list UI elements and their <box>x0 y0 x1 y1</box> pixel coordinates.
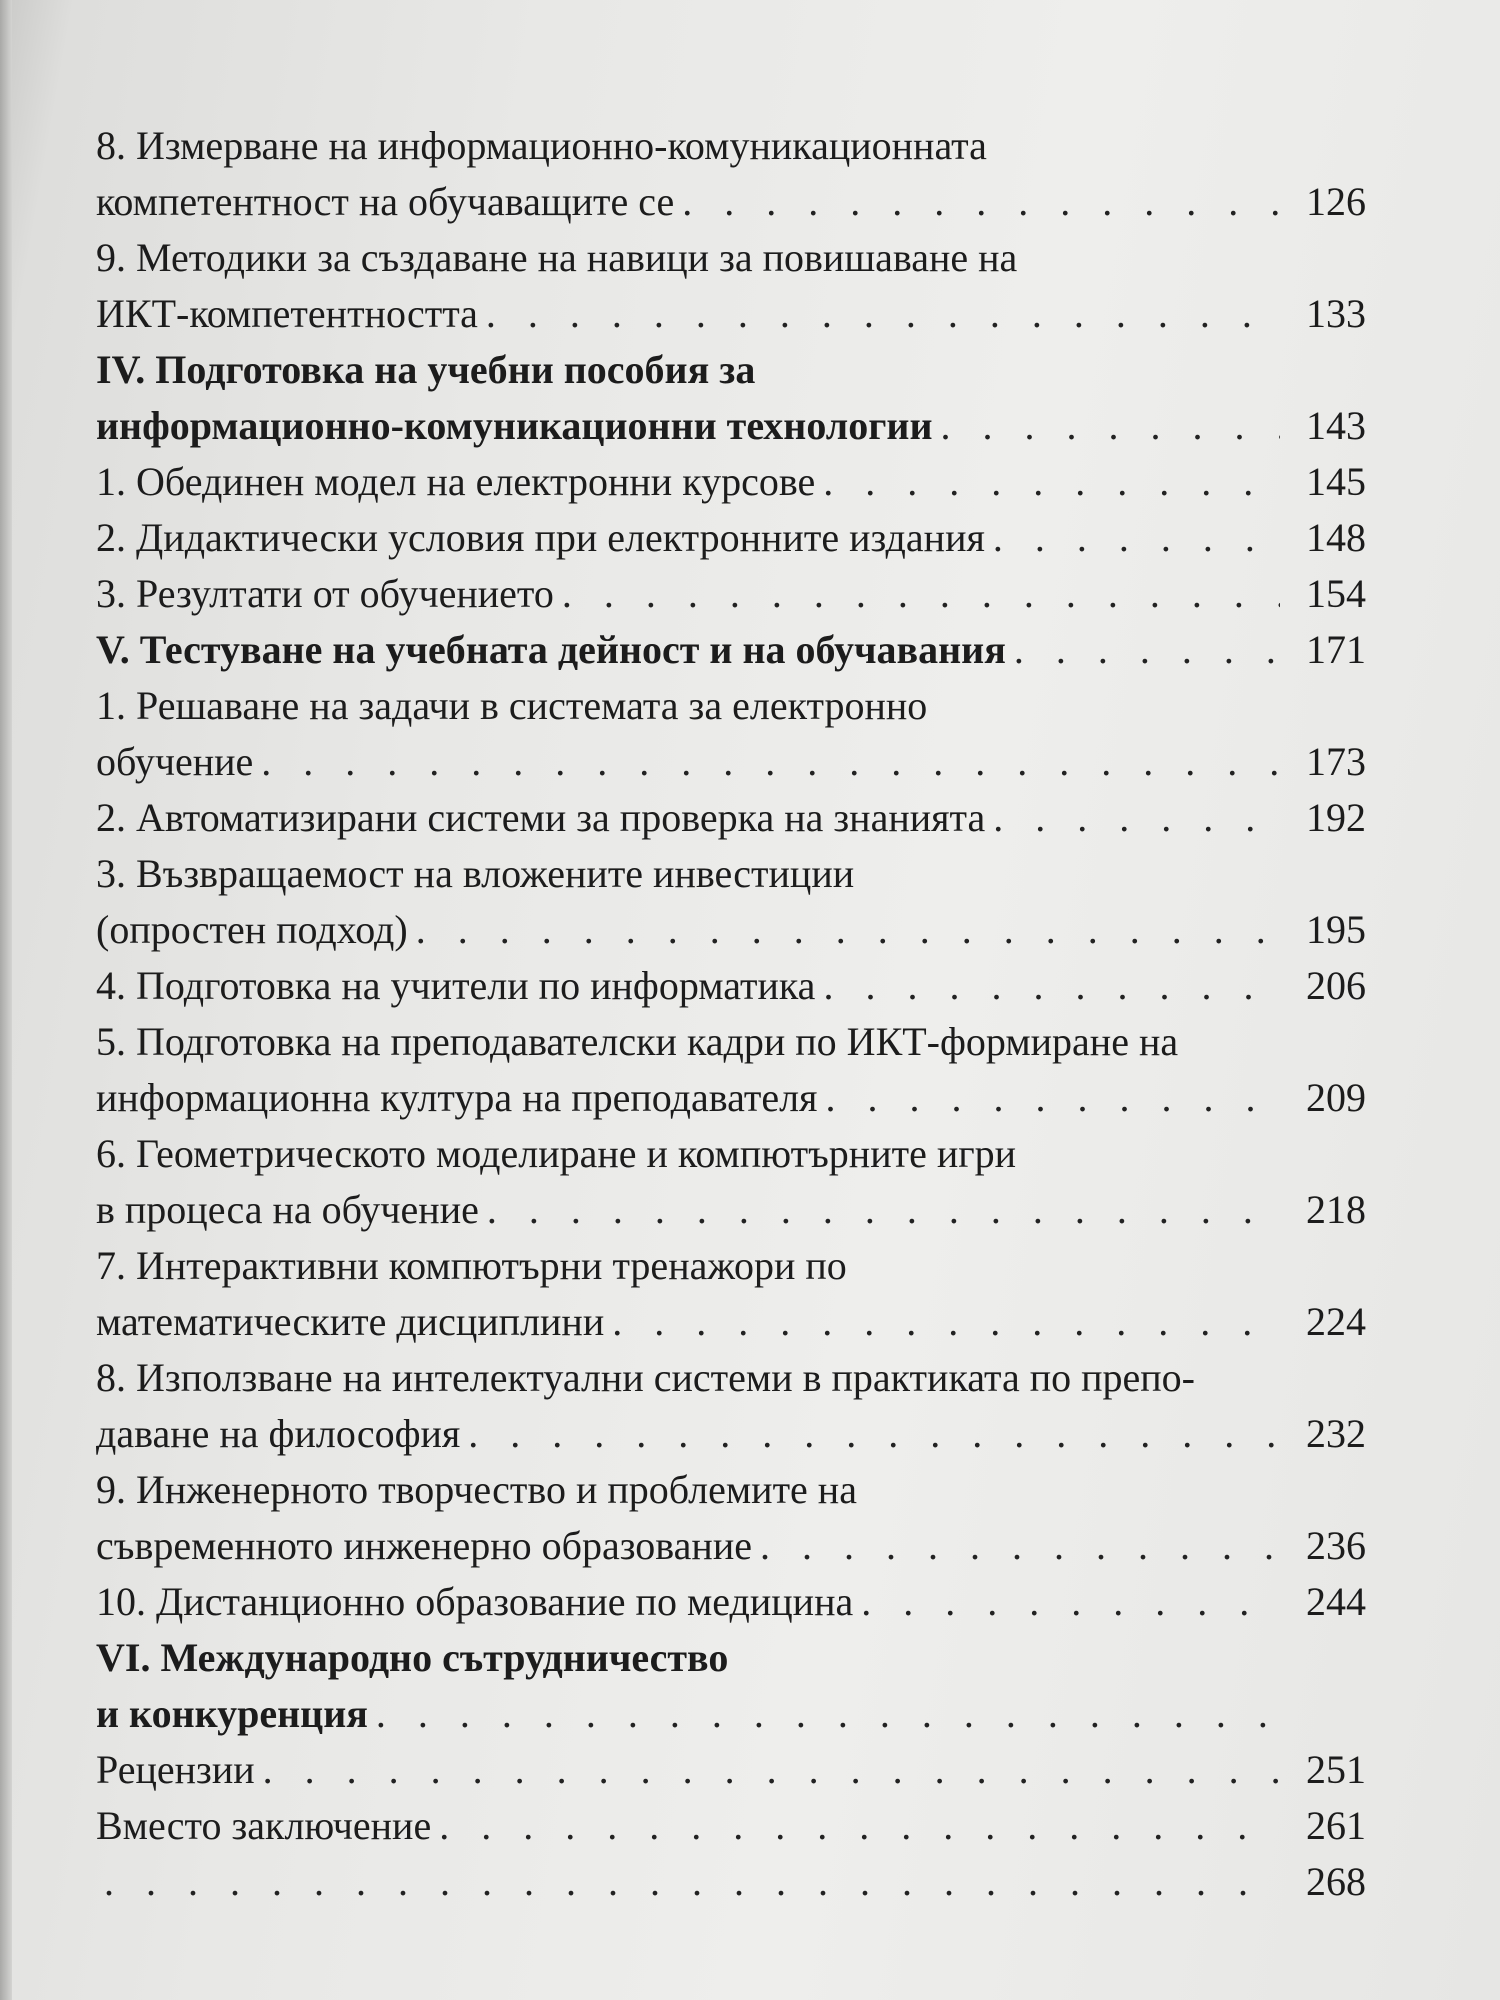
toc-entry <box>96 1574 1366 1630</box>
toc-entry-line <box>96 1574 1366 1630</box>
toc-entry-title: даване на философия <box>96 1411 461 1456</box>
toc-entry-title: 2. Автоматизирани системи за проверка на знанията <box>96 795 986 840</box>
toc-leader-dots <box>478 286 1280 342</box>
toc-entry-title: информационно-комуникационни технологии <box>96 403 933 448</box>
toc-entry <box>96 1014 1366 1126</box>
toc-page-number: 268 <box>1306 1859 1366 1904</box>
toc-entry-line <box>96 1182 1366 1238</box>
toc-page-number: 143 <box>1306 403 1366 448</box>
toc-entry-title: 8. Измерване на информационно-комуникационната <box>96 123 987 168</box>
toc-entry <box>96 958 1366 1014</box>
toc-entry-line <box>96 1630 1366 1686</box>
toc-entry-line <box>96 566 1366 622</box>
toc-leader-dots <box>604 1294 1280 1350</box>
toc-entry <box>96 454 1366 510</box>
toc-entry-line <box>96 958 1366 1014</box>
toc-entry-title: обучение <box>96 739 254 784</box>
toc-entry-title: компетентност на обучаващите се <box>96 179 675 224</box>
toc-entry <box>96 510 1366 566</box>
toc-entry-line <box>96 174 1366 230</box>
toc-entry <box>96 1630 1366 1742</box>
toc-entry-line <box>96 1014 1366 1070</box>
toc-entry-line <box>96 1462 1366 1518</box>
toc-entry <box>96 118 1366 230</box>
toc-entry-title: 2. Дидактически условия при електронните издания <box>96 515 985 560</box>
toc-entry-line <box>96 902 1366 958</box>
toc-leader-dots <box>932 398 1280 454</box>
toc-page-number: 236 <box>1306 1523 1366 1568</box>
toc-page-number: 218 <box>1306 1187 1366 1232</box>
toc-page-number: 261 <box>1306 1803 1366 1848</box>
toc-leader-dots <box>752 1518 1280 1574</box>
toc-entry <box>96 622 1366 678</box>
toc-entry <box>96 1126 1366 1238</box>
toc-entry-title: 5. Подготовка на преподавателски кадри по ИКТ-формиране на <box>96 1019 1179 1064</box>
toc-page-number: 171 <box>1306 627 1366 672</box>
toc-entry-title: съвременното инженерно образование <box>96 1523 752 1568</box>
toc-page-number: 192 <box>1306 795 1366 840</box>
toc-entry-line <box>96 1518 1366 1574</box>
toc-leader-dots <box>253 734 1280 790</box>
toc-page-number: 206 <box>1306 963 1366 1008</box>
toc-entry <box>96 1854 1366 1910</box>
toc-entry-title: математическите дисциплини <box>96 1299 605 1344</box>
toc-entry-title: и конкуренция <box>96 1691 368 1736</box>
toc-leader-dots <box>674 174 1280 230</box>
toc-page-number: 133 <box>1306 291 1366 336</box>
toc-entry <box>96 566 1366 622</box>
toc-page-number: 224 <box>1306 1299 1366 1344</box>
toc-leader-dots <box>431 1798 1280 1854</box>
toc-entry-line <box>96 1350 1366 1406</box>
toc-leader-dots <box>985 790 1280 846</box>
toc-entry-title: 1. Решаване на задачи в системата за електронно <box>96 683 928 728</box>
toc-page-number: 232 <box>1306 1411 1366 1456</box>
table-of-contents <box>96 118 1366 1910</box>
toc-leader-dots <box>460 1406 1280 1462</box>
toc-entry-line <box>96 454 1366 510</box>
toc-entry-title: 10. Дистанционно образование по медицина <box>96 1579 854 1624</box>
toc-entry-title: 9. Методики за създаване на навици за повишаване на <box>96 235 1018 280</box>
toc-entry-line <box>96 678 1366 734</box>
toc-entry-title: 6. Геометрическото моделиране и компютърните игри <box>96 1131 1017 1176</box>
page-edge <box>0 0 12 2000</box>
toc-page-number: 145 <box>1306 459 1366 504</box>
toc-page-number: 154 <box>1306 571 1366 616</box>
toc-entry-title: информационна култура на преподавателя <box>96 1075 818 1120</box>
toc-leader-dots <box>1006 622 1280 678</box>
toc-entry-line <box>96 734 1366 790</box>
toc-entry-line <box>96 1406 1366 1462</box>
toc-leader-dots <box>479 1182 1280 1238</box>
toc-page-number: 195 <box>1306 907 1366 952</box>
toc-leader-dots <box>985 510 1280 566</box>
toc-entry <box>96 230 1366 342</box>
toc-entry-line <box>96 230 1366 286</box>
toc-page-number: 251 <box>1306 1747 1366 1792</box>
toc-page-number: 209 <box>1306 1075 1366 1120</box>
toc-entry-title: IV. Подготовка на учебни пособия за <box>96 347 756 392</box>
toc-entry-title: 9. Инженерното творчество и проблемите на <box>96 1467 857 1512</box>
toc-leader-dots <box>408 902 1280 958</box>
toc-leader-dots <box>368 1686 1280 1742</box>
toc-entry-title: ИКТ-компетентността <box>96 291 478 336</box>
toc-entry <box>96 1742 1366 1798</box>
toc-entry-title: V. Тестуване на учебната дейност и на обучавания <box>96 627 1006 672</box>
toc-entry-title: (опростен подход) <box>96 907 408 952</box>
toc-entry-line <box>96 790 1366 846</box>
toc-leader-dots <box>96 1854 1280 1910</box>
toc-page-number: 173 <box>1306 739 1366 784</box>
toc-entry-line <box>96 118 1366 174</box>
toc-entry <box>96 342 1366 454</box>
toc-leader-dots <box>554 566 1280 622</box>
toc-entry-title: Вместо заключение <box>96 1803 432 1848</box>
toc-entry-title: 3. Резултати от обучението <box>96 571 554 616</box>
toc-leader-dots <box>255 1742 1280 1798</box>
toc-entry <box>96 1238 1366 1350</box>
toc-entry-title: Рецензии <box>96 1747 255 1792</box>
toc-entry-line <box>96 286 1366 342</box>
toc-entry <box>96 1350 1366 1462</box>
toc-entry-line <box>96 1798 1366 1854</box>
toc-leader-dots <box>817 1070 1280 1126</box>
toc-entry-line <box>96 398 1366 454</box>
toc-entry-title: 7. Интерактивни компютърни тренажори по <box>96 1243 847 1288</box>
toc-entry-line <box>96 1070 1366 1126</box>
toc-entry <box>96 1462 1366 1574</box>
toc-page-number: 244 <box>1306 1579 1366 1624</box>
toc-entry-title: 4. Подготовка на учители по информатика <box>96 963 816 1008</box>
toc-entry-line <box>96 1686 1366 1742</box>
toc-entry-line <box>96 342 1366 398</box>
toc-leader-dots <box>815 454 1280 510</box>
toc-entry-line <box>96 622 1366 678</box>
toc-entry-line <box>96 1126 1366 1182</box>
toc-entry-title: в процеса на обучение <box>96 1187 479 1232</box>
toc-entry-line <box>96 1238 1366 1294</box>
toc-entry-line <box>96 1854 1366 1910</box>
toc-entry-line <box>96 846 1366 902</box>
toc-entry-title: 8. Използване на интелектуални системи в практиката по препо- <box>96 1355 1196 1400</box>
toc-entry-title: VI. Международно сътрудничество <box>96 1635 729 1680</box>
toc-entry <box>96 790 1366 846</box>
toc-page-number: 126 <box>1306 179 1366 224</box>
toc-page-number: 148 <box>1306 515 1366 560</box>
toc-entry <box>96 1798 1366 1854</box>
toc-entry-line <box>96 1742 1366 1798</box>
toc-entry <box>96 678 1366 790</box>
toc-leader-dots <box>853 1574 1280 1630</box>
toc-entry-title: 3. Възвращаемост на вложените инвестиции <box>96 851 855 896</box>
toc-leader-dots <box>815 958 1280 1014</box>
toc-entry <box>96 846 1366 958</box>
toc-entry-line <box>96 1294 1366 1350</box>
toc-entry-line <box>96 510 1366 566</box>
toc-entry-title: 1. Обединен модел на електронни курсове <box>96 459 816 504</box>
